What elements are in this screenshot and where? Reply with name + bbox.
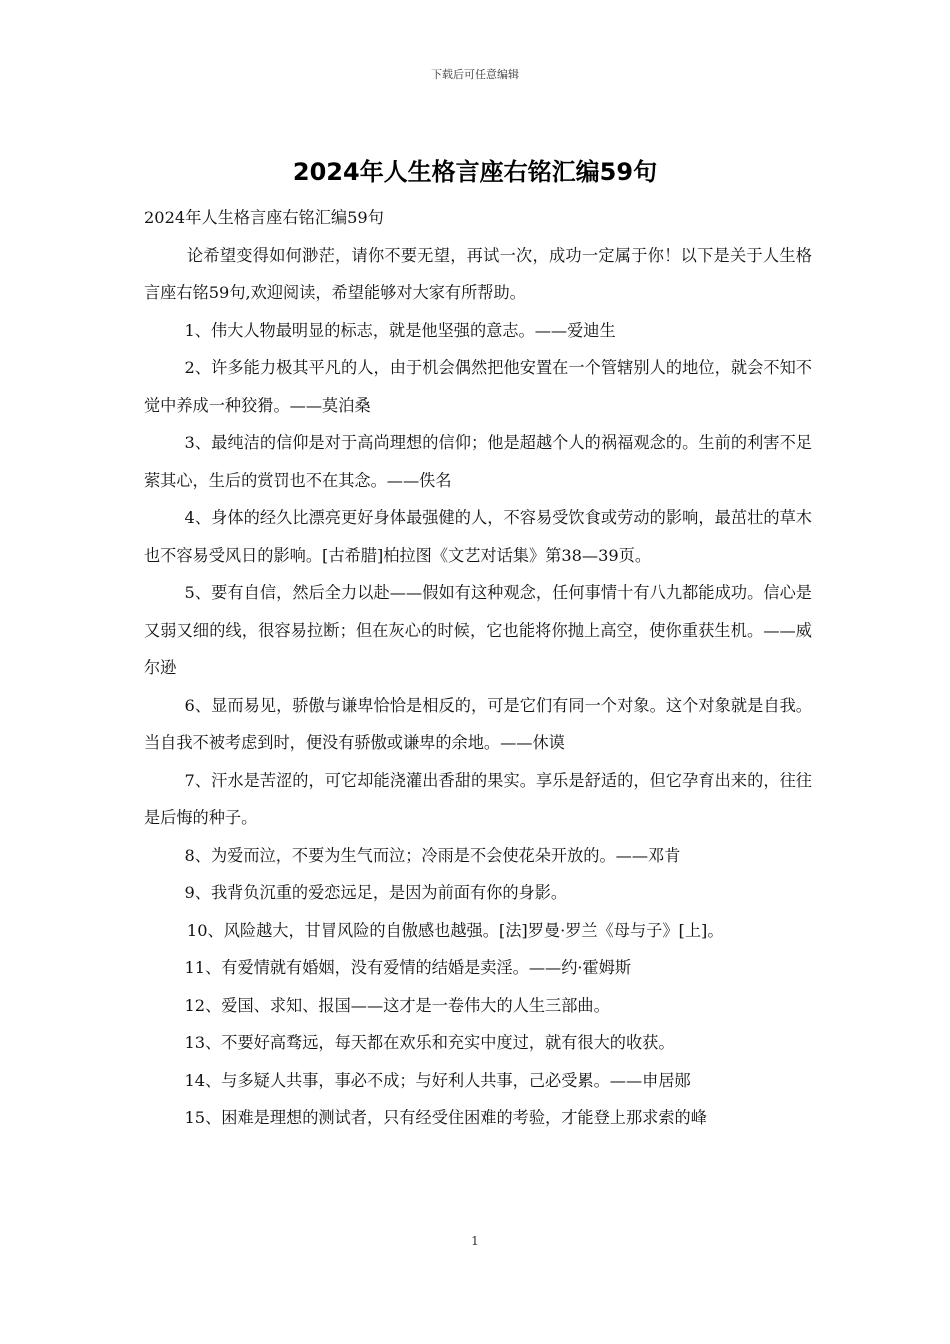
quote-item: 10、风险越大，甘冒风险的自傲感也越强。[法]罗曼·罗兰《母与子》[上]。 (186, 920, 724, 940)
quote-item: 13、不要好高骛远，每天都在欢乐和充实中度过，就有很大的收获。 (184, 1033, 675, 1052)
quote-item: 14、与多疑人共事，事必不成；与好利人共事，己必受累。——申居郧 (184, 1070, 691, 1090)
quote-item: 5、要有自信，然后全力以赴——假如有这种观念，任何事情十有八九都能成功。信心是又弱又细的线，很容易拉断；但在灰心的时候，它也能将你抛上高空，使你重获生机。——威尔逊 (144, 583, 812, 677)
quote-item: 12、爱国、求知、报国——这才是一卷伟大的人生三部曲。 (184, 995, 610, 1015)
quote-item: 15、困难是理想的测试者，只有经受住困难的考验，才能登上那求索的峰 (184, 1108, 707, 1127)
quote-item: 8、为爱而泣，不要为生气而泣；冷雨是不会使花朵开放的。——邓肯 (184, 845, 681, 865)
quote-item: 6、显而易见，骄傲与谦卑恰恰是相反的，可是它们有同一个对象。这个对象就是自我。当自我不被考虑到时，便没有骄傲或谦卑的余地。——休谟 (144, 695, 812, 752)
quote-item: 4、身体的经久比漂亮更好身体最强健的人，不容易受饮食或劳动的影响，最茁壮的草木也不容易受风日的影响。[古希腊]柏拉图《文艺对话集》第38—39页。 (144, 508, 812, 565)
document-title: 2024年人生格言座右铭汇编59句 (292, 158, 658, 186)
document-subtitle: 2024年人生格言座右铭汇编59句 (144, 208, 384, 227)
quote-item: 2、许多能力极其平凡的人，由于机会偶然把他安置在一个管辖别人的地位，就会不知不觉中养成一种狡猾。——莫泊桑 (144, 358, 812, 415)
quote-item: 7、汗水是苦涩的，可它却能浇灌出香甜的果实。享乐是舒适的，但它孕育出来的，往往是后悔的种子。 (144, 770, 812, 827)
header-note: 下载后可任意编辑 (431, 68, 519, 81)
document-body (144, 199, 812, 1137)
intro-paragraph: 论希望变得如何渺茫，请你不要无望，再试一次，成功一定属于你！以下是关于人生格言座右铭59句,欢迎阅读，希望能够对大家有所帮助。 (144, 245, 812, 302)
quote-item: 9、我背负沉重的爱恋远足，是因为前面有你的身影。 (184, 883, 568, 902)
quote-item: 3、最纯洁的信仰是对于高尚理想的信仰；他是超越个人的祸福观念的。生前的利害不足萦其心，生后的赏罚也不在其念。——佚名 (144, 433, 812, 490)
quote-item: 11、有爱情就有婚姻，没有爱情的结婚是卖淫。——约·霍姆斯 (184, 958, 632, 977)
quote-item: 1、伟大人物最明显的标志，就是他坚强的意志。——爱迪生 (184, 320, 616, 340)
page-number: 1 (471, 1234, 479, 1248)
